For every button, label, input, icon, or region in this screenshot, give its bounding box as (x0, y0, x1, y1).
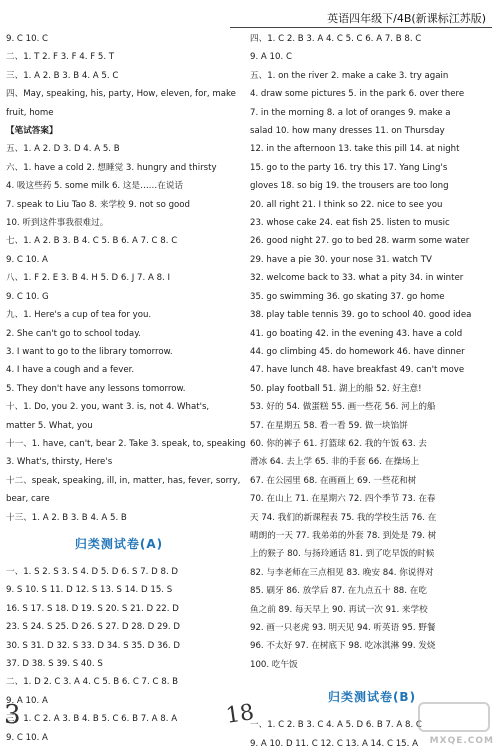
section-title-test-a: 归类测试卷(A) (74, 536, 164, 551)
answer-line: 上的猴子 80. 与扬玲通话 81. 到了吃早饭的时候 (250, 549, 435, 560)
answer-line: 9. C 10. A (6, 732, 48, 743)
section-title-test-b: 归类测试卷(B) (327, 690, 417, 705)
answer-line: 9. S 10. S 11. D 12. S 13. S 14. D 15. S (6, 585, 173, 596)
written-answers-heading: 【笔试答案】 (6, 126, 58, 137)
answer-line: 53. 好的 54. 做蛋糕 55. 画一些花 56. 河上的船 (250, 402, 436, 413)
answer-line: matter 5. What, you (6, 420, 93, 431)
answer-line: 5. They don't have any lessons tomorrow. (6, 383, 186, 394)
page-number: 18 (224, 700, 256, 729)
answer-line: 32. welcome back to 33. what a pity 34. in winter (250, 273, 464, 284)
answer-line: 2. She can't go to school today. (6, 328, 141, 339)
answer-line: 晴朗的一天 77. 我弟弟的外套 78. 到处是 79. 树 (250, 530, 437, 541)
answer-line: 十一、1. have, can't, bear 2. Take 3. speak, to, speaking (6, 438, 246, 449)
answer-line: 57. 在星期五 58. 看一看 59. 做一块馅饼 (250, 420, 408, 431)
answer-line: 4. draw some pictures 5. in the park 6. over there (250, 89, 465, 100)
answer-line: 十三、1. A 2. B 3. B 4. A 5. B (6, 512, 127, 523)
answer-line: 60. 你的裤子 61. 打篮球 62. 我的午饭 63. 去 (250, 438, 427, 449)
page-header: 英语四年级下/4B(新课标江苏版) (327, 12, 486, 25)
answer-line: fruit, home (6, 107, 54, 118)
answer-line: 47. have lunch 48. have breakfast 49. can't move (250, 365, 465, 376)
answer-line: 7. speak to Liu Tao 8. 来学校 9. not so good (6, 199, 190, 210)
answer-line: 9. C 10. A (6, 254, 48, 265)
answer-line: 五、1. A 2. D 3. D 4. A 5. B (6, 144, 120, 155)
header-rule (230, 27, 492, 28)
answer-line: 35. go swimming 36. go skating 37. go home (250, 291, 445, 302)
left-column (6, 30, 246, 743)
answer-line: 三、1. A 2. B 3. B 4. A 5. C (6, 70, 119, 81)
answer-line: 26. good night 27. go to bed 28. warm some water (250, 236, 470, 247)
answer-line: 9. C 10. C (6, 34, 49, 44)
answer-line: salad 10. how many dresses 11. on Thursday (250, 126, 445, 137)
answer-line: 七、1. A 2. B 3. B 4. C 5. B 6. A 7. C 8. C (6, 236, 178, 247)
answer-line: 50. play football 51. 湖上的船 52. 好主意! (250, 383, 422, 394)
answer-line: 10. 听到这件事我很难过。 (6, 218, 109, 229)
answer-line: 41. go boating 42. in the evening 43. have a cold (250, 328, 463, 339)
answer-line: 70. 在山上 71. 在星期六 72. 四个季节 73. 在春 (250, 494, 436, 505)
answer-line: 4. 吸这些药 5. some milk 6. 这是……在说话 (6, 181, 184, 192)
answer-line: 23. S 24. S 25. D 26. S 27. D 28. D 29. D (6, 622, 181, 633)
answer-line: 九、1. Here's a cup of tea for you. (6, 310, 152, 321)
answer-line: 滑冰 64. 去上学 65. 非的手套 66. 在操场上 (250, 457, 420, 468)
answer-line: 鱼之前 89. 每天早上 90. 再试一次 91. 来学校 (250, 604, 428, 615)
answer-line: 82. 与李老师在三点相见 83. 晚安 84. 你说得对 (250, 567, 434, 578)
answer-line: 9. A 10. A (6, 695, 48, 706)
answer-line: 三、1. C 2. A 3. B 4. B 5. C 6. B 7. A 8. A (6, 714, 178, 725)
answer-line: 二、1. T 2. F 3. F 4. F 5. T (6, 52, 115, 63)
answer-line: 20. all right 21. I think so 22. nice to see you (250, 199, 443, 210)
answer-line: 天 74. 我们的新课程表 75. 我的学校生活 76. 在 (250, 512, 437, 523)
answer-line: 96. 不太好 97. 在树底下 98. 吃冰淇淋 99. 发烧 (250, 641, 436, 652)
answer-line: 十二、speak, speaking, ill, in, matter, has, fever, sorry, (6, 475, 241, 486)
handwritten-mark: 3 (4, 700, 21, 730)
answer-line: bear, care (6, 494, 50, 505)
answer-line: 85. 刷牙 86. 放学后 87. 在九点五十 88. 在吃 (250, 586, 427, 597)
answer-line: 4. I have a cough and a fever. (6, 365, 135, 376)
answer-line: 67. 在公园里 68. 在画画上 69. 一些花和树 (250, 475, 417, 486)
answer-line: 15. go to the party 16. try this 17. Yang Ling's (250, 162, 448, 173)
answer-line: 38. play table tennis 39. go to school 40. good idea (250, 310, 472, 321)
answer-line: 29. have a pie 30. your nose 31. watch TV (250, 254, 432, 265)
answer-line: gloves 18. so big 19. the trousers are too long (250, 181, 449, 192)
answer-line: 12. in the afternoon 13. take this pill 14. at night (250, 144, 460, 155)
answer-line: 四、May, speaking, his, party, How, eleven, for, make (6, 89, 236, 100)
answer-line: 9. A 10. D 11. C 12. C 13. A 14. C 15. A (250, 738, 418, 749)
answer-line: 100. 吃午饭 (250, 659, 298, 670)
answer-line: 二、1. D 2. C 3. A 4. C 5. B 6. C 7. C 8. B (6, 677, 179, 688)
answer-line: 44. go climbing 45. do homework 46. have dinner (250, 346, 465, 357)
answer-line: 四、1. C 2. B 3. A 4. C 5. C 6. A 7. B 8. C (250, 34, 422, 44)
answer-line: 五、1. on the river 2. make a cake 3. try again (250, 70, 449, 81)
answer-line: 30. S 31. D 32. S 33. D 34. S 35. D 36. D (6, 640, 181, 651)
watermark-logo (418, 702, 494, 746)
answer-line: 23. whose cake 24. eat fish 25. listen to music (250, 218, 450, 229)
answer-line: 一、1. S 2. S 3. S 4. D 5. D 6. S 7. D 8. D (6, 566, 179, 577)
answer-line: 八、1. F 2. E 3. B 4. H 5. D 6. J 7. A 8. I (6, 273, 171, 284)
answer-line: 7. in the morning 8. a lot of oranges 9. make a (250, 107, 451, 118)
answer-line: 16. S 17. S 18. D 19. S 20. S 21. D 22. D (6, 603, 179, 614)
answer-line: 37. D 38. S 39. S 40. S (6, 659, 103, 669)
answer-line: 3. I want to go to the library tomorrow. (6, 346, 173, 357)
answer-line: 一、1. C 2. B 3. C 4. A 5. D 6. B 7. A 8. C (250, 720, 422, 731)
answer-line: 92. 画一只老虎 93. 明天见 94. 听英语 95. 野餐 (250, 623, 436, 633)
answer-line: 3. What's, thirsty, Here's (6, 457, 113, 468)
watermark-logo-shape (418, 702, 490, 732)
answer-line: 六、1. have a cold 2. 想睡觉 3. hungry and thirsty (6, 162, 217, 173)
answer-line: 9. C 10. G (6, 291, 49, 302)
answer-line: 9. A 10. C (250, 52, 292, 63)
watermark-text: MXQE.COM (429, 736, 494, 746)
answer-line: 十、1. Do, you 2. you, want 3. is, not 4. What's, (6, 402, 210, 413)
